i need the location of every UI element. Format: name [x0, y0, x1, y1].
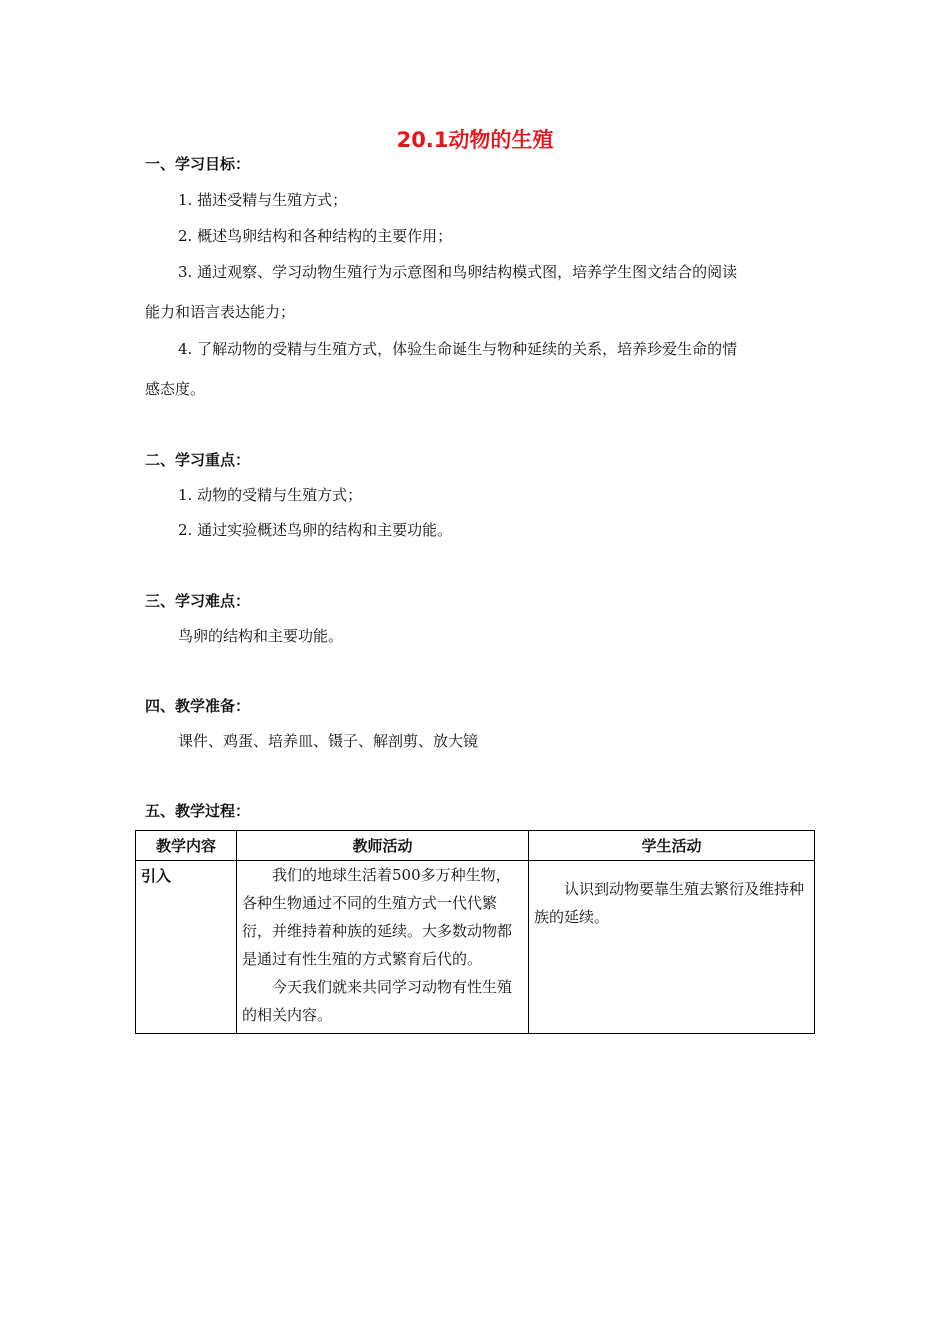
- section-heading-difficulty: 三、学习难点：: [145, 592, 251, 610]
- preparation-text: 课件、鸡蛋、培养皿、镊子、解剖剪、放大镜: [178, 732, 479, 750]
- table-header-cell: 教师活动: [237, 831, 529, 861]
- table-header-row: [136, 831, 815, 861]
- table-cell-teacher: [237, 861, 529, 1034]
- section-heading-preparation: 四、教学准备：: [145, 697, 251, 715]
- goal-item-continuation: 感态度。: [145, 380, 206, 398]
- focus-item: 2. 通过实验概述鸟卵的结构和主要功能。: [178, 521, 453, 539]
- section-heading-goals: 一、学习目标：: [145, 155, 251, 173]
- goal-item-continuation: 能力和语言表达能力；: [145, 303, 296, 321]
- section-heading-focus: 二、学习重点：: [145, 451, 251, 469]
- goal-item: 4. 了解动物的受精与生殖方式，体验生命诞生与物种延续的关系，培养珍爱生命的情: [178, 340, 738, 358]
- goal-item: 1. 描述受精与生殖方式；: [178, 191, 348, 209]
- difficulty-text: 鸟卵的结构和主要功能。: [178, 627, 344, 645]
- teaching-process-table: [135, 830, 815, 1034]
- teacher-paragraph: 我们的地球生活着500多万种生物，各种生物通过不同的生殖方式一代代繁衍，并维持着种族的延续。大多数动物都是通过有性生殖的方式繁育后代的。: [242, 866, 513, 968]
- goal-item: 2. 概述鸟卵结构和各种结构的主要作用；: [178, 227, 453, 245]
- focus-item: 1. 动物的受精与生殖方式；: [178, 486, 363, 504]
- teacher-paragraph: 今天我们就来共同学习动物有性生殖的相关内容。: [242, 978, 513, 1024]
- table-row: [136, 861, 815, 1034]
- table-header-cell: 学生活动: [529, 831, 815, 861]
- goal-item: 3. 通过观察、学习动物生殖行为示意图和鸟卵结构模式图，培养学生图文结合的阅读: [178, 263, 738, 281]
- table-header-cell: 教学内容: [136, 831, 237, 861]
- student-paragraph: 认识到动物要靠生殖去繁衍及维持种族的延续。: [534, 880, 805, 926]
- document-title: 20.1动物的生殖: [396, 128, 554, 152]
- section-heading-process: 五、教学过程：: [145, 802, 251, 820]
- table-cell-content: 引入: [136, 861, 237, 1034]
- table-cell-student: [529, 861, 815, 1034]
